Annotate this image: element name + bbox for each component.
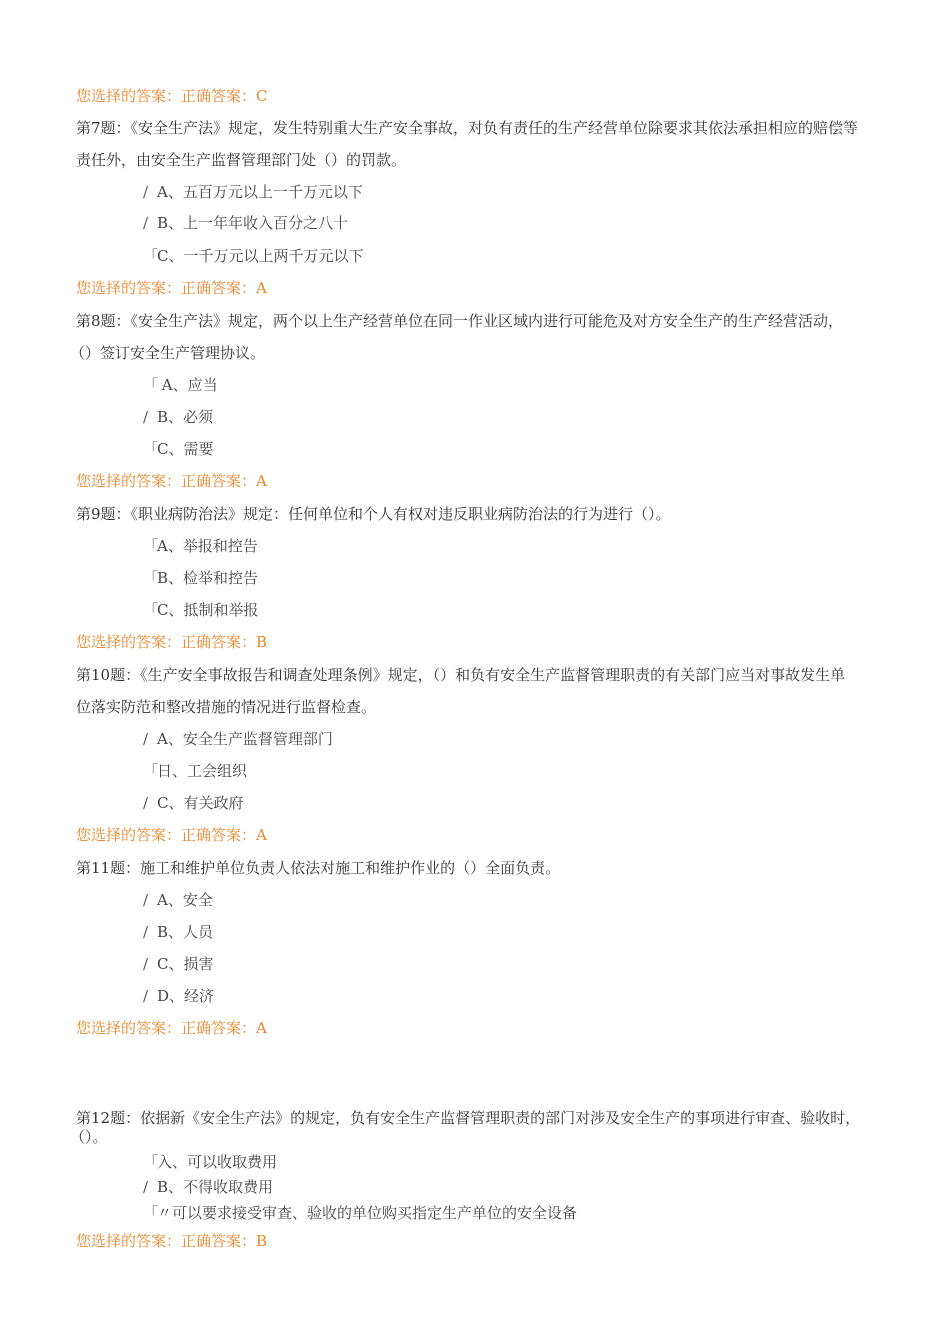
- option-label: A、举报和控告: [157, 537, 258, 555]
- option-mark-icon: 「: [143, 569, 159, 587]
- question-8-text-cont: （）签订安全生产管理协议。: [70, 344, 266, 362]
- option-mark-icon: 「: [143, 376, 159, 394]
- answer-line: 您选择的答案：正确答案：B: [76, 633, 268, 651]
- option-label: D、经济: [157, 987, 215, 1005]
- question-10-text: 第10题：《生产安全事故报告和调查处理条例》规定，（）和负有安全生产监督管理职责的有关部门应当对事故发生单: [76, 666, 846, 684]
- question-10-option-b[interactable]: [143, 761, 247, 781]
- question-12-option-c[interactable]: [143, 1203, 577, 1223]
- option-label: A、应当: [157, 376, 218, 394]
- option-mark-icon: 「: [143, 1204, 159, 1222]
- option-mark-icon: /: [143, 1178, 149, 1196]
- option-label: C、抵制和举报: [157, 601, 259, 619]
- answer-line: 您选择的答案：正确答案：A: [76, 826, 267, 844]
- option-label: 〃可以要求接受审查、验收的单位购买指定生产单位的安全设备: [157, 1204, 578, 1222]
- option-label: B、必须: [157, 408, 214, 426]
- question-7-text: 第7题：《安全生产法》规定，发生特别重大生产安全事故，对负有责任的生产经营单位除要求其依法承担相应的赔偿等: [76, 119, 859, 137]
- option-mark-icon: 「: [143, 1153, 159, 1171]
- question-10-text-cont: 位落实防范和整改措施的情况进行监督检查。: [76, 698, 377, 716]
- question-11-text: 第11题：施工和维护单位负责人依法对施工和维护作业的（）全面负责。: [76, 859, 561, 877]
- option-label: A、安全: [157, 891, 213, 909]
- option-label: 入、可以收取费用: [157, 1153, 278, 1171]
- question-7-option-b[interactable]: [143, 213, 348, 233]
- option-label: C、需要: [157, 440, 214, 458]
- option-mark-icon: /: [143, 730, 149, 748]
- option-mark-icon: /: [143, 987, 149, 1005]
- question-11-option-a[interactable]: [143, 890, 213, 910]
- option-mark-icon: 「: [143, 247, 159, 265]
- question-12-option-a[interactable]: [143, 1152, 277, 1172]
- option-mark-icon: /: [143, 214, 149, 232]
- question-9-option-c[interactable]: [143, 600, 258, 620]
- option-mark-icon: 「: [143, 537, 159, 555]
- question-11-option-d[interactable]: [143, 986, 214, 1006]
- question-8-option-b[interactable]: [143, 407, 213, 427]
- answer-line: 您选择的答案：正确答案：A: [76, 472, 267, 490]
- answer-line: 您选择的答案：正确答案：C: [76, 87, 268, 105]
- question-9-option-b[interactable]: [143, 568, 258, 588]
- question-11-option-c[interactable]: [143, 954, 213, 974]
- question-10-option-c[interactable]: [143, 793, 243, 813]
- option-label: C、损害: [157, 955, 214, 973]
- question-11-option-b[interactable]: [143, 922, 213, 942]
- option-label: B、上一年年收入百分之八十: [157, 214, 349, 232]
- option-mark-icon: 「: [143, 601, 159, 619]
- question-7-text-cont: 责任外，由安全生产监督管理部门处（）的罚款。: [76, 151, 407, 169]
- option-label: B、检举和控告: [157, 569, 259, 587]
- question-9-text: 第9题：《职业病防治法》规定：任何单位和个人有权对违反职业病防治法的行为进行（）。: [76, 505, 671, 523]
- question-12-text: 第12题：依据新《安全生产法》的规定，负有安全生产监督管理职责的部门对涉及安全生产的事项进行审查、验收时，: [76, 1109, 861, 1127]
- question-7-option-a[interactable]: [143, 182, 363, 202]
- option-label: A、安全生产监督管理部门: [157, 730, 333, 748]
- option-mark-icon: /: [143, 955, 149, 973]
- option-mark-icon: 「: [143, 762, 159, 780]
- option-label: B、人员: [157, 923, 214, 941]
- answer-line: 您选择的答案：正确答案：B: [76, 1232, 268, 1250]
- option-mark-icon: /: [143, 408, 149, 426]
- answer-line: 您选择的答案：正确答案：A: [76, 279, 267, 297]
- option-mark-icon: /: [143, 891, 149, 909]
- option-mark-icon: 「: [143, 440, 159, 458]
- option-label: 日、工会组织: [157, 762, 248, 780]
- option-label: C、有关政府: [157, 794, 244, 812]
- question-10-option-a[interactable]: [143, 729, 333, 749]
- question-12-text-cont: （）。: [70, 1128, 108, 1146]
- option-mark-icon: /: [143, 923, 149, 941]
- option-label: B、不得收取费用: [157, 1178, 274, 1196]
- question-8-text: 第8题：《安全生产法》规定，两个以上生产经营单位在同一作业区域内进行可能危及对方安全生产的生产经营活动，: [76, 312, 844, 330]
- answer-line: 您选择的答案：正确答案：A: [76, 1019, 267, 1037]
- question-9-option-a[interactable]: [143, 536, 258, 556]
- option-mark-icon: /: [143, 794, 149, 812]
- question-8-option-a[interactable]: [143, 375, 218, 395]
- option-label: C、一千万元以上两千万元以下: [157, 247, 364, 265]
- question-8-option-c[interactable]: [143, 439, 213, 459]
- option-label: A、五百万元以上一千万元以下: [157, 183, 363, 201]
- question-7-option-c[interactable]: [143, 246, 363, 266]
- question-12-option-b[interactable]: [143, 1177, 273, 1197]
- option-mark-icon: /: [143, 183, 149, 201]
